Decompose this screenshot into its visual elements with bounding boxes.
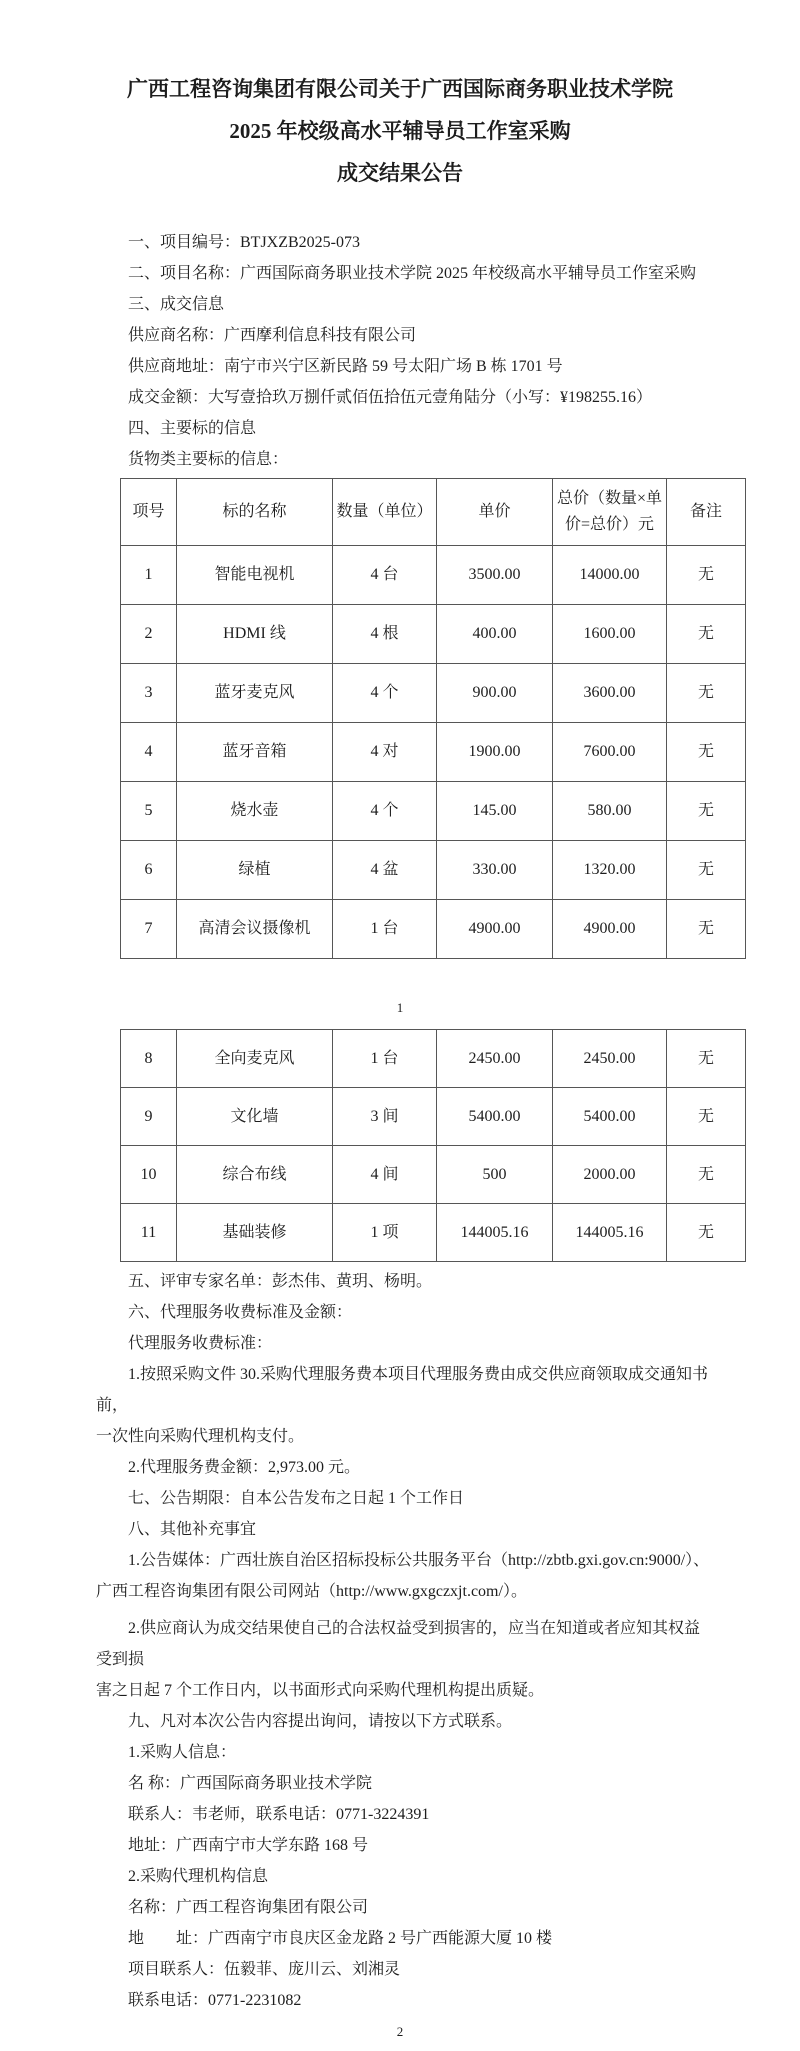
table-cell: 绿植	[177, 841, 333, 900]
purchaser-address-line: 地址：广西南宁市大学东路 168 号	[128, 1837, 369, 1854]
table-cell: 无	[667, 605, 746, 664]
table-cell: 1320.00	[553, 841, 667, 900]
table-cell: 无	[667, 546, 746, 605]
deal-info-heading: 三、成交信息	[128, 296, 225, 313]
table-row	[121, 841, 746, 900]
table-cell: HDMI 线	[177, 605, 333, 664]
table-cell: 3 间	[333, 1088, 437, 1146]
table-row	[121, 1204, 746, 1262]
table-cell: 1	[121, 546, 177, 605]
table-row	[121, 605, 746, 664]
table-cell: 14000.00	[553, 546, 667, 605]
intro-section	[96, 227, 713, 475]
header-quantity: 数量（单位）	[333, 479, 437, 546]
table-cell: 2450.00	[553, 1030, 667, 1088]
header-subject-name: 标的名称	[177, 479, 333, 546]
purchaser-name-line: 名 称：广西国际商务职业技术学院	[128, 1775, 373, 1792]
body-section	[96, 1266, 713, 2016]
table-cell: 1 台	[333, 900, 437, 959]
table-cell: 无	[667, 723, 746, 782]
table-cell: 4 个	[333, 664, 437, 723]
table-row	[121, 1088, 746, 1146]
title-line-2: 2025 年校级高水平辅导员工作室采购	[229, 119, 571, 143]
table-cell: 9	[121, 1088, 177, 1146]
title-line-3: 成交结果公告	[337, 161, 463, 185]
announcement-period-line: 七、公告期限：自本公告发布之日起 1 个工作日	[128, 1490, 465, 1507]
table-cell: 4 盆	[333, 841, 437, 900]
objection-line1: 2.供应商认为成交结果使自己的合法权益受到损害的，应当在知道或者应知其权益受到损	[96, 1620, 701, 1668]
agency-phone-line: 联系电话：0771-2231082	[128, 1992, 302, 2009]
table-cell: 145.00	[437, 782, 553, 841]
table-cell: 无	[667, 1146, 746, 1204]
table-cell: 2450.00	[437, 1030, 553, 1088]
table-cell: 4	[121, 723, 177, 782]
table-cell: 4900.00	[553, 900, 667, 959]
main-subject-heading: 四、主要标的信息	[128, 420, 257, 437]
title-line-1: 广西工程咨询集团有限公司关于广西国际商务职业技术学院	[127, 77, 673, 101]
table-row	[121, 723, 746, 782]
table-cell: 10	[121, 1146, 177, 1204]
table-cell: 1600.00	[553, 605, 667, 664]
table-cell: 蓝牙麦克风	[177, 664, 333, 723]
page-number-2: 2	[396, 2024, 404, 2039]
media-line1: 1.公告媒体：广西壮族自治区招标投标公共服务平台（http://zbtb.gxi.gov.cn:9000/）、	[128, 1552, 710, 1569]
deal-amount-line: 成交金额：大写壹拾玖万捌仟贰佰伍拾伍元壹角陆分（小写：¥198255.16）	[128, 389, 653, 406]
table-cell: 144005.16	[553, 1204, 667, 1262]
purchaser-info-label: 1.采购人信息：	[128, 1744, 237, 1761]
table-row	[121, 664, 746, 723]
table-cell: 11	[121, 1204, 177, 1262]
objection-line2: 害之日起 7 个工作日内，以书面形式向采购代理机构提出质疑。	[96, 1682, 545, 1699]
table-cell: 4 对	[333, 723, 437, 782]
contact-heading: 九、凡对本次公告内容提出询问，请按以下方式联系。	[128, 1713, 513, 1730]
table-cell: 4900.00	[437, 900, 553, 959]
table-row	[121, 546, 746, 605]
agency-fee-amount-line: 2.代理服务费金额：2,973.00 元。	[128, 1459, 361, 1476]
fee-standard-label: 代理服务收费标准：	[128, 1335, 273, 1352]
table-cell: 580.00	[553, 782, 667, 841]
table-cell: 4 间	[333, 1146, 437, 1204]
header-item-no: 项号	[121, 479, 177, 546]
table-cell: 1 项	[333, 1204, 437, 1262]
table-cell: 基础装修	[177, 1204, 333, 1262]
table-cell: 无	[667, 841, 746, 900]
table-cell: 3	[121, 664, 177, 723]
agency-info-label: 2.采购代理机构信息	[128, 1868, 269, 1885]
agency-name-line: 名称：广西工程咨询集团有限公司	[128, 1899, 369, 1916]
table-cell: 4 台	[333, 546, 437, 605]
table-cell: 蓝牙音箱	[177, 723, 333, 782]
header-total-price: 总价（数量×单价=总价）元	[553, 479, 667, 546]
table-cell: 无	[667, 664, 746, 723]
purchaser-contact-line: 联系人：韦老师，联系电话：0771-3224391	[128, 1806, 430, 1823]
table-cell: 144005.16	[437, 1204, 553, 1262]
table-cell: 烧水壶	[177, 782, 333, 841]
table-cell: 900.00	[437, 664, 553, 723]
fee-clause-line1: 1.按照采购文件 30.采购代理服务费本项目代理服务费由成交供应商领取成交通知书前，	[96, 1366, 709, 1414]
table-cell: 3500.00	[437, 546, 553, 605]
table-cell: 400.00	[437, 605, 553, 664]
table-cell: 2000.00	[553, 1146, 667, 1204]
goods-table-page1	[120, 478, 746, 959]
table-cell: 无	[667, 900, 746, 959]
table-cell: 5400.00	[553, 1088, 667, 1146]
document-title	[0, 68, 800, 194]
header-unit-price: 单价	[437, 479, 553, 546]
other-matters-heading: 八、其他补充事宜	[128, 1521, 257, 1538]
table-row	[121, 782, 746, 841]
table-cell: 6	[121, 841, 177, 900]
fee-clause-line2: 一次性向采购代理机构支付。	[96, 1428, 305, 1445]
table-cell: 3600.00	[553, 664, 667, 723]
table-header-row	[121, 479, 746, 546]
table-cell: 全向麦克风	[177, 1030, 333, 1088]
supplier-name-line: 供应商名称：广西摩利信息科技有限公司	[128, 327, 417, 344]
goods-info-label: 货物类主要标的信息：	[128, 451, 289, 468]
table-cell: 4 根	[333, 605, 437, 664]
goods-table-page2	[120, 1029, 746, 1262]
agency-fee-heading: 六、代理服务收费标准及金额：	[128, 1304, 353, 1321]
table-cell: 500	[437, 1146, 553, 1204]
table-cell: 1900.00	[437, 723, 553, 782]
table-cell: 7	[121, 900, 177, 959]
table-cell: 智能电视机	[177, 546, 333, 605]
table-row	[121, 900, 746, 959]
table-cell: 文化墙	[177, 1088, 333, 1146]
agency-contacts-line: 项目联系人：伍毅菲、庞川云、刘湘灵	[128, 1961, 401, 1978]
project-number-line: 一、项目编号：BTJXZB2025-073	[128, 234, 361, 251]
supplier-address-line: 供应商地址：南宁市兴宁区新民路 59 号太阳广场 B 栋 1701 号	[128, 358, 563, 375]
table-cell: 无	[667, 1204, 746, 1262]
table-cell: 8	[121, 1030, 177, 1088]
table-cell: 无	[667, 782, 746, 841]
expert-list-line: 五、评审专家名单：彭杰伟、黄玥、杨明。	[128, 1273, 433, 1290]
table-cell: 高清会议摄像机	[177, 900, 333, 959]
table-cell: 7600.00	[553, 723, 667, 782]
table-row	[121, 1030, 746, 1088]
agency-address-line: 地 址：广西南宁市良庆区金龙路 2 号广西能源大厦 10 楼	[128, 1930, 553, 1947]
table-row	[121, 1146, 746, 1204]
table-cell: 5	[121, 782, 177, 841]
table-cell: 综合布线	[177, 1146, 333, 1204]
table-cell: 330.00	[437, 841, 553, 900]
table-cell: 2	[121, 605, 177, 664]
media-line2: 广西工程咨询集团有限公司网站（http://www.gxgczxjt.com/）。	[96, 1583, 527, 1600]
table-cell: 无	[667, 1030, 746, 1088]
table-cell: 4 个	[333, 782, 437, 841]
table-cell: 无	[667, 1088, 746, 1146]
header-remark: 备注	[667, 479, 746, 546]
page-number-1: 1	[396, 1000, 404, 1015]
table-cell: 5400.00	[437, 1088, 553, 1146]
project-name-line: 二、项目名称：广西国际商务职业技术学院 2025 年校级高水平辅导员工作室采购	[128, 265, 697, 282]
table-cell: 1 台	[333, 1030, 437, 1088]
